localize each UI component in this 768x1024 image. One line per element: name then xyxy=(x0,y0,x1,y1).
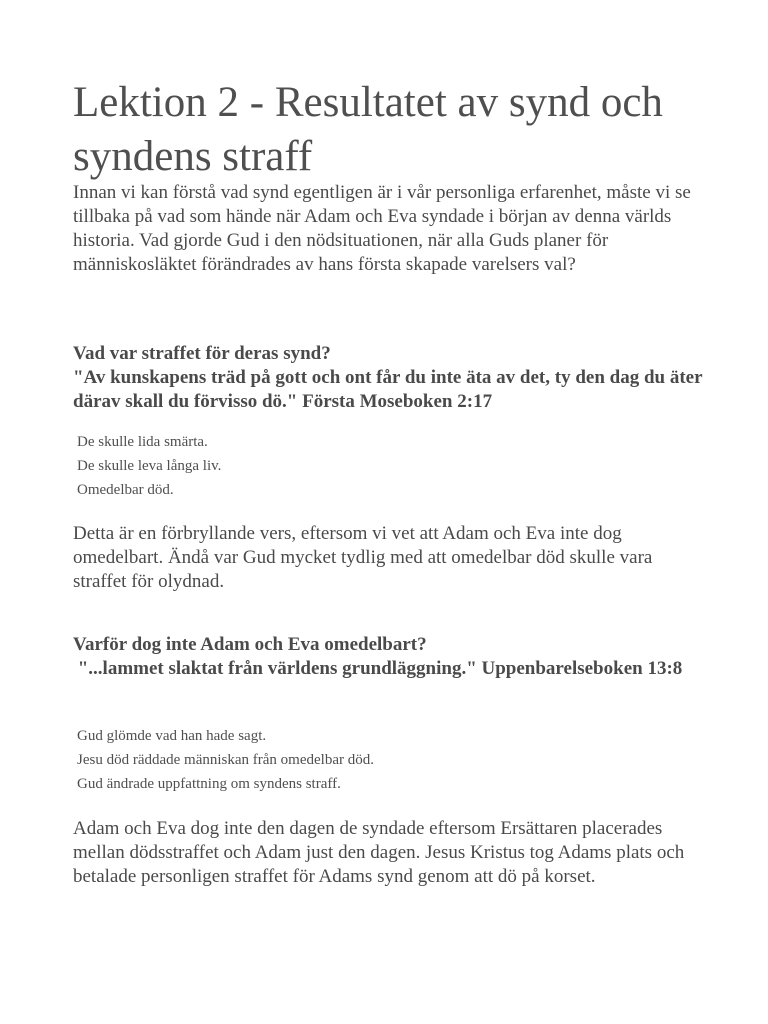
option-2-3[interactable]: Gud ändrade uppfattning om syndens straff. xyxy=(77,776,341,792)
question-2: Varför dog inte Adam och Eva omedelbart? xyxy=(73,634,427,655)
question-1: Vad var straffet för deras synd? xyxy=(73,343,331,364)
option-2-1[interactable]: Gud glömde vad han hade sagt. xyxy=(77,728,267,744)
option-1-1[interactable]: De skulle lida smärta. xyxy=(77,434,208,450)
option-1-2[interactable]: De skulle leva långa liv. xyxy=(77,458,222,474)
lesson-title: Lektion 2 - Resultatet av synd och syndens straff xyxy=(73,79,663,180)
option-2-2[interactable]: Jesu död räddade människan från omedelbar död. xyxy=(77,752,374,768)
question-block-1 xyxy=(73,342,703,414)
explanation-paragraph-2: Adam och Eva dog inte den dagen de syndade eftersom Ersättaren placerades mellan dödsstraffet och Adam just den dagen. Jesus Kristus tog Adams plats och betalade personligen straffet för Adams synd genom att dö på korset. xyxy=(73,818,685,887)
question-block-2 xyxy=(73,633,703,681)
answer-options-2 xyxy=(77,724,677,796)
verse-1: "Av kunskapens träd på gott och ont får du inte äta av det, ty den dag du äter därav skall du förvisso dö." Första Moseboken 2:17 xyxy=(73,367,703,412)
explanation-paragraph-1: Detta är en förbryllande vers, eftersom vi vet att Adam och Eva inte dog omedelbart. Ändå var Gud mycket tydlig med att omedelbar död skulle vara straffet för olydnad. xyxy=(73,523,653,592)
verse-2: "...lammet slaktat från världens grundläggning." Uppenbarelseboken 13:8 xyxy=(73,658,683,679)
answer-options-1 xyxy=(77,430,677,502)
option-1-3[interactable]: Omedelbar död. xyxy=(77,482,174,498)
intro-paragraph: Innan vi kan förstå vad synd egentligen är i vår personliga erfarenhet, måste vi se tillbaka på vad som hände när Adam och Eva syndade i början av denna världs historia. Vad gjorde Gud i den nödsituationen, när alla Guds planer för människosläktet förändrades av hans första skapade varelsers val? xyxy=(73,182,691,275)
